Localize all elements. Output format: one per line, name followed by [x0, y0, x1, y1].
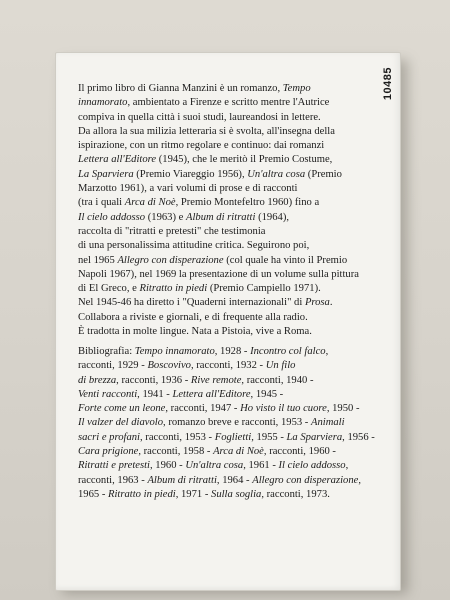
italic-title: Il cielo addosso	[278, 460, 346, 472]
text-run: 1965 -	[78, 488, 109, 500]
italic-title: Rive remote	[190, 374, 242, 386]
italic-title: Ritratti e pretesti	[78, 460, 150, 472]
text-run: , racconti, 1973.	[261, 488, 330, 500]
text-run: , ambientato a Firenze e scritto mentre l'Autrice	[127, 97, 330, 109]
biography-line	[78, 268, 384, 282]
italic-title: innamorato	[78, 97, 128, 109]
text-run: , racconti, 1936 -	[116, 374, 191, 386]
text-run: , racconti, 1960 -	[263, 446, 336, 458]
catalog-code: 10485	[382, 67, 394, 101]
biography-line	[78, 196, 384, 210]
italic-title: Lettera all'Editore	[172, 388, 251, 400]
italic-title: Sulla soglia	[211, 488, 262, 500]
bibliography	[78, 345, 384, 502]
italic-title: Allegro con disperazione	[252, 474, 359, 486]
text-run: Il primo libro di Gianna Manzini è un romanzo,	[78, 83, 283, 94]
text-run: Marzotto 1961), a vari volumi di prose e di racconti	[78, 183, 298, 195]
text-run: , 1961 -	[243, 460, 279, 472]
text-run: ispirazione, con un ritmo regolare e continuo: dai romanzi	[78, 140, 325, 152]
biography-line	[78, 96, 384, 110]
text-run: ,	[345, 460, 349, 472]
text-run: raccolta di "ritratti e pretesti" che testimonia	[78, 225, 266, 237]
italic-title: Arca di Noè	[124, 197, 176, 209]
text-run: , Premio Montefeltro 1960) fino a	[175, 197, 320, 209]
biography-line	[78, 139, 384, 153]
italic-title: Ho visto il tuo cuore	[240, 403, 327, 415]
italic-title: Ritratto in piedi	[108, 488, 176, 500]
italic-title: Allegro con disperazione	[117, 254, 224, 266]
bibliography-line	[78, 431, 384, 445]
biography-line	[78, 125, 384, 139]
italic-title: Un filo	[265, 360, 296, 372]
biography-line	[78, 282, 384, 296]
text-run: (Premio Campiello 1971).	[207, 283, 321, 295]
text-run: racconti, 1929 -	[78, 360, 148, 372]
text-run: (tra i quali	[78, 197, 125, 209]
biography-line	[78, 153, 384, 167]
italic-title: Album di ritratti	[185, 211, 256, 223]
text-run: (Premio	[305, 168, 342, 180]
text-run: , romanzo breve e racconti, 1953 -	[163, 417, 311, 429]
text-run: , racconti, 1940 -	[241, 374, 314, 386]
text-run: , 1955 -	[251, 431, 287, 443]
bibliography-line	[78, 416, 384, 430]
bibliography-line	[78, 488, 384, 502]
text-run: ,	[358, 474, 361, 486]
text-run: , 1941 -	[137, 388, 173, 400]
text-run: di El Greco, e	[78, 283, 140, 295]
text-run: Collabora a riviste e giornali, e di frequente alla radio.	[78, 311, 308, 323]
text-run: (Premio Viareggio 1956),	[133, 168, 248, 180]
text-run: , racconti, 1947 -	[165, 403, 241, 415]
italic-title: Venti racconti	[78, 388, 138, 400]
text-run: , 1956 -	[342, 431, 375, 443]
italic-title: Il cielo addosso	[78, 211, 146, 223]
text-run: , racconti, 1953 -	[140, 431, 215, 443]
text-run: di una personalissima attitudine critica. Seguirono poi,	[78, 240, 310, 252]
bibliography-line	[78, 374, 384, 388]
biography-line	[78, 239, 384, 253]
bibliography-line	[78, 345, 384, 359]
italic-title: Forte come un leone	[78, 403, 166, 415]
bibliography-line	[78, 459, 384, 473]
italic-title: Prosa	[304, 297, 330, 309]
biography-line	[78, 82, 384, 96]
text-run: compiva in quella città i suoi studi, laureandosi in lettere.	[78, 111, 321, 123]
biography-line	[78, 211, 384, 225]
italic-title: Arca di Noè	[213, 446, 264, 458]
italic-title: Lettera all'Editore	[78, 154, 157, 166]
biography-line	[78, 182, 384, 196]
text-run: È tradotta in molte lingue. Nata a Pistoia, vive a Roma.	[78, 326, 312, 338]
text-run: nel 1965	[78, 254, 118, 266]
biography-line	[78, 325, 384, 339]
text-run: (1964),	[255, 211, 289, 223]
text-run: .	[329, 297, 333, 309]
text-run: (1945), che le meritò il Premio Costume,	[156, 154, 333, 166]
text-run: , racconti, 1958 -	[138, 446, 214, 458]
biography-line	[78, 296, 384, 310]
text-run: Da allora la sua milizia letteraria si è svolta, all'insegna della	[78, 125, 335, 137]
biography-line	[78, 168, 384, 182]
text-run: Napoli 1967), nel 1969 la presentazione di un volume sulla pittura	[78, 268, 359, 280]
italic-title: Foglietti	[214, 431, 252, 443]
bibliography-line	[78, 402, 384, 416]
bibliography-line	[78, 388, 384, 402]
italic-title: Un'altra cosa	[247, 168, 306, 180]
text-run: Bibliografia:	[78, 346, 135, 357]
text-run: (1963) e	[145, 211, 186, 223]
text-run: (col quale ha vinto il Premio	[223, 254, 348, 266]
italic-title: Boscovivo	[147, 360, 191, 372]
text-run: ,	[325, 346, 329, 357]
text-run: Nel 1945-46 ha diretto i "Quaderni internazionali" di	[78, 297, 305, 309]
text-run: , 1971 -	[175, 488, 212, 500]
italic-title: Ritratto in piedi	[139, 283, 208, 295]
author-biography	[78, 82, 384, 339]
italic-title: Tempo innamorato	[134, 346, 215, 357]
text-run: , 1945 -	[250, 388, 284, 400]
text-run: , racconti, 1932 -	[190, 360, 266, 372]
biography-line	[78, 311, 384, 325]
text-run: , 1928 -	[214, 346, 251, 357]
bibliography-line	[78, 359, 384, 373]
biography-line	[78, 225, 384, 239]
italic-title: Cara prigione	[78, 446, 139, 458]
bibliography-line	[78, 445, 384, 459]
italic-title: Animali	[311, 417, 345, 429]
biography-line	[78, 254, 384, 268]
bibliography-line	[78, 474, 384, 488]
italic-title: di brezza	[78, 374, 117, 386]
biography-line	[78, 111, 384, 125]
italic-title: Tempo	[282, 83, 311, 94]
italic-title: Un'altra cosa	[185, 460, 244, 472]
italic-title: Il valzer del diavolo	[78, 417, 164, 429]
text-run: racconti, 1963 -	[78, 474, 148, 486]
italic-title: Album di ritratti	[147, 474, 217, 486]
italic-title: La Sparviera	[286, 431, 343, 443]
text-run: , 1960 -	[150, 460, 186, 472]
italic-title: La Sparviera	[78, 168, 134, 180]
italic-title: sacri e profani	[78, 431, 140, 443]
text-run: , 1950 -	[326, 403, 360, 415]
book-back-cover	[55, 52, 401, 591]
italic-title: Incontro col falco	[250, 346, 326, 357]
text-run: , 1964 -	[216, 474, 253, 486]
